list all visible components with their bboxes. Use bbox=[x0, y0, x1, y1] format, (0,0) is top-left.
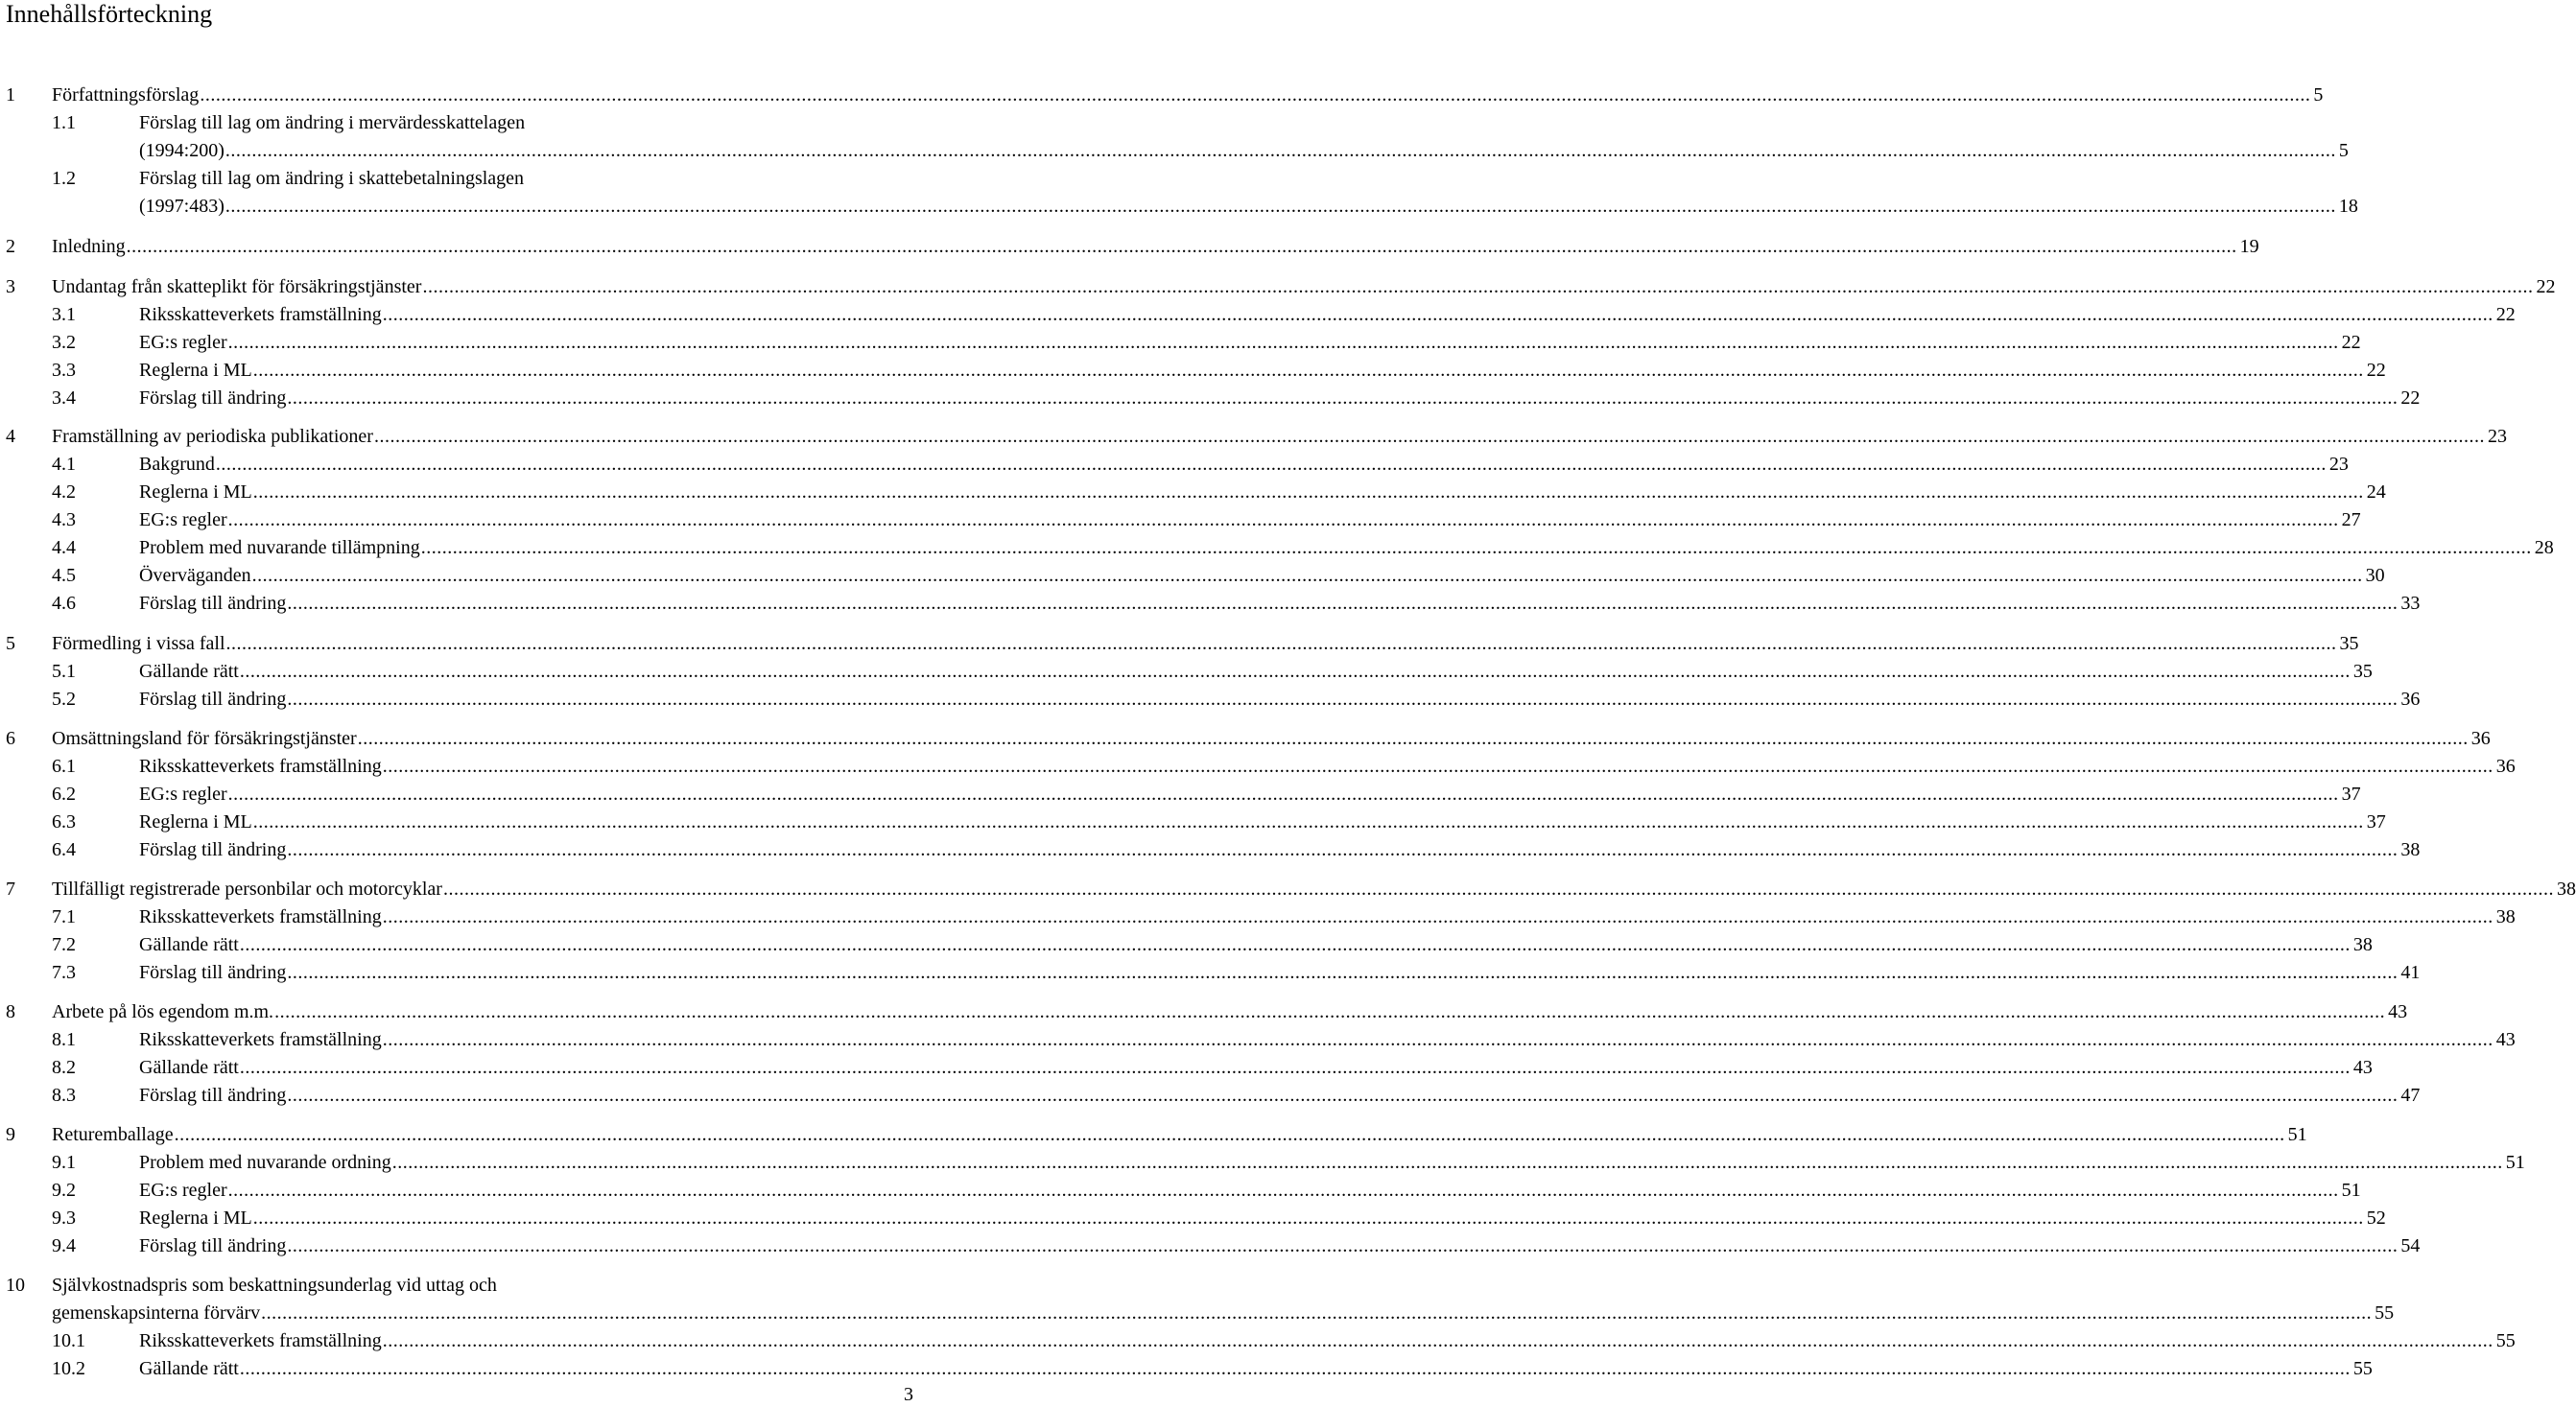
toc-entry-number: 7 bbox=[6, 879, 15, 900]
toc-entry[interactable] bbox=[139, 1150, 2525, 1175]
toc-entry[interactable] bbox=[139, 194, 2358, 219]
toc-entry-number: 9.2 bbox=[52, 1180, 76, 1201]
toc-entry-page: 33 bbox=[2400, 593, 2421, 614]
toc-entry[interactable] bbox=[52, 424, 2507, 449]
toc-entry-page: 18 bbox=[2338, 196, 2358, 217]
toc-entry-title: Problem med nuvarande tillämpning bbox=[139, 537, 420, 558]
toc-entry[interactable] bbox=[139, 1027, 2516, 1052]
toc-entry-number: 10.1 bbox=[52, 1330, 85, 1351]
toc-entry[interactable] bbox=[139, 591, 2421, 616]
dot-leader: ................................................................................................................................................................................................................................................................................................................................................................................................................ bbox=[239, 1057, 2351, 1078]
dot-leader: ................................................................................................................................................................................................................................................................................................................................................................................................................ bbox=[287, 593, 2399, 614]
toc-entry[interactable] bbox=[52, 234, 2259, 259]
dot-leader: ................................................................................................................................................................................................................................................................................................................................................................................................................ bbox=[239, 1358, 2351, 1379]
page-title: Innehållsförteckning bbox=[6, 0, 213, 28]
toc-entry-number: 5 bbox=[6, 633, 15, 654]
toc-entry-number: 4.3 bbox=[52, 509, 76, 530]
dot-leader: ................................................................................................................................................................................................................................................................................................................................................................................................................ bbox=[287, 962, 2399, 983]
toc-entry-title: Förslag till ändring bbox=[139, 1235, 287, 1256]
toc-entry-page: 37 bbox=[2366, 811, 2386, 832]
toc-entry-title: Riksskatteverkets framställning bbox=[139, 1330, 382, 1351]
dot-leader: ................................................................................................................................................................................................................................................................................................................................................................................................................ bbox=[225, 633, 2337, 654]
toc-entry[interactable] bbox=[139, 1178, 2361, 1203]
dot-leader: ................................................................................................................................................................................................................................................................................................................................................................................................................ bbox=[252, 811, 2364, 832]
toc-entry-title: Reglerna i ML bbox=[139, 811, 252, 832]
toc-entry-page: 43 bbox=[2352, 1057, 2373, 1078]
toc-entry[interactable] bbox=[139, 1233, 2421, 1258]
toc-entry-title: Förslag till ändring bbox=[139, 689, 287, 710]
dot-leader: ................................................................................................................................................................................................................................................................................................................................................................................................................ bbox=[382, 1029, 2493, 1050]
toc-entry-title: Förslag till ändring bbox=[139, 839, 287, 860]
toc-entry-page: 30 bbox=[2365, 565, 2385, 586]
toc-entry-page: 55 bbox=[2375, 1302, 2395, 1324]
toc-entry[interactable] bbox=[139, 754, 2516, 779]
toc-entry-title: Förslag till ändring bbox=[139, 593, 287, 614]
toc-entry-number: 9.4 bbox=[52, 1235, 76, 1256]
dot-leader: ................................................................................................................................................................................................................................................................................................................................................................................................................ bbox=[274, 1001, 2386, 1022]
toc-entry-number: 4.6 bbox=[52, 593, 76, 614]
toc-entry[interactable] bbox=[139, 358, 2386, 383]
toc-entry[interactable] bbox=[52, 877, 2576, 902]
toc-entry-number: 6.3 bbox=[52, 811, 76, 832]
dot-leader: ................................................................................................................................................................................................................................................................................................................................................................................................................ bbox=[239, 934, 2351, 955]
toc-entry[interactable] bbox=[139, 480, 2386, 504]
toc-entry[interactable] bbox=[139, 507, 2361, 532]
toc-entry-title: Undantag från skatteplikt för försäkringstjänster bbox=[52, 276, 422, 297]
toc-entry-title: EG:s regler bbox=[139, 784, 227, 805]
toc-entry-page: 38 bbox=[2352, 934, 2373, 955]
toc-entry[interactable] bbox=[139, 452, 2349, 477]
toc-entry-number: 1.2 bbox=[52, 168, 76, 189]
toc-entry-page: 22 bbox=[2366, 360, 2386, 381]
toc-entry-number: 6.2 bbox=[52, 784, 76, 805]
toc-entry-page: 22 bbox=[2341, 332, 2361, 353]
toc-entry-page: 23 bbox=[2487, 426, 2507, 447]
dot-leader: ................................................................................................................................................................................................................................................................................................................................................................................................................ bbox=[252, 481, 2364, 503]
toc-entry-number: 3.2 bbox=[52, 332, 76, 353]
toc-entry-number: 1 bbox=[6, 84, 15, 106]
toc-entry-page: 55 bbox=[2495, 1330, 2516, 1351]
toc-entry-title: (1997:483) bbox=[139, 196, 225, 217]
dot-leader: ................................................................................................................................................................................................................................................................................................................................................................................................................ bbox=[239, 661, 2351, 682]
toc-entry[interactable] bbox=[52, 631, 2359, 656]
toc-entry[interactable] bbox=[139, 687, 2421, 712]
dot-leader: ................................................................................................................................................................................................................................................................................................................................................................................................................ bbox=[252, 1208, 2364, 1229]
toc-entry-number: 2 bbox=[6, 236, 15, 257]
page-number: 3 bbox=[904, 1384, 913, 1405]
toc-entry-title: EG:s regler bbox=[139, 332, 227, 353]
toc-entry-page: 36 bbox=[2400, 689, 2421, 710]
toc-entry-page: 47 bbox=[2400, 1085, 2421, 1106]
dot-leader: ................................................................................................................................................................................................................................................................................................................................................................................................................ bbox=[442, 879, 2554, 900]
dot-leader: ................................................................................................................................................................................................................................................................................................................................................................................................................ bbox=[287, 689, 2399, 710]
dot-leader: ................................................................................................................................................................................................................................................................................................................................................................................................................ bbox=[126, 236, 2237, 257]
toc-entry[interactable] bbox=[139, 932, 2373, 957]
toc-entry-page: 43 bbox=[2388, 1001, 2408, 1022]
toc-entry[interactable] bbox=[139, 302, 2516, 327]
toc-entry-page: 35 bbox=[2352, 661, 2373, 682]
toc-entry[interactable] bbox=[139, 904, 2516, 929]
toc-entry-page: 38 bbox=[2495, 906, 2516, 927]
toc-entry-number: 1.1 bbox=[52, 112, 76, 133]
toc-entry-title: Gällande rätt bbox=[139, 661, 239, 682]
toc-entry-number: 7.3 bbox=[52, 962, 76, 983]
dot-leader: ................................................................................................................................................................................................................................................................................................................................................................................................................ bbox=[287, 387, 2399, 409]
toc-entry-number: 8.2 bbox=[52, 1057, 76, 1078]
toc-entry-title: Förslag till ändring bbox=[139, 387, 287, 409]
toc-entry-title: Gällande rätt bbox=[139, 1057, 239, 1078]
dot-leader: ................................................................................................................................................................................................................................................................................................................................................................................................................ bbox=[261, 1302, 2373, 1324]
toc-entry-page: 22 bbox=[2400, 387, 2421, 409]
toc-entry-title: Returemballage bbox=[52, 1124, 174, 1145]
dot-leader: ................................................................................................................................................................................................................................................................................................................................................................................................................ bbox=[357, 728, 2469, 749]
dot-leader: ................................................................................................................................................................................................................................................................................................................................................................................................................ bbox=[382, 906, 2493, 927]
dot-leader: ................................................................................................................................................................................................................................................................................................................................................................................................................ bbox=[200, 84, 2311, 106]
toc-entry[interactable] bbox=[52, 82, 2324, 107]
toc-entry[interactable] bbox=[139, 1206, 2386, 1231]
toc-entry-number: 5.2 bbox=[52, 689, 76, 710]
dot-leader: ................................................................................................................................................................................................................................................................................................................................................................................................................ bbox=[382, 304, 2493, 325]
toc-entry[interactable] bbox=[139, 659, 2373, 684]
toc-entry-page: 51 bbox=[2341, 1180, 2361, 1201]
toc-entry-number: 4.5 bbox=[52, 565, 76, 586]
toc-entry-number: 8.3 bbox=[52, 1085, 76, 1106]
toc-entry[interactable] bbox=[139, 1083, 2421, 1108]
dot-leader: ................................................................................................................................................................................................................................................................................................................................................................................................................ bbox=[382, 1330, 2493, 1351]
dot-leader: ................................................................................................................................................................................................................................................................................................................................................................................................................ bbox=[251, 565, 2363, 586]
toc-entry-page: 36 bbox=[2495, 756, 2516, 777]
toc-entry-title: Riksskatteverkets framställning bbox=[139, 1029, 382, 1050]
dot-leader: ................................................................................................................................................................................................................................................................................................................................................................................................................ bbox=[227, 509, 2339, 530]
toc-entry-title: Arbete på lös egendom m.m. bbox=[52, 1001, 274, 1022]
toc-entry-page: 22 bbox=[2536, 276, 2556, 297]
toc-entry-page: 35 bbox=[2339, 633, 2359, 654]
toc-entry[interactable] bbox=[139, 535, 2554, 560]
toc-entry-title: Förmedling i vissa fall bbox=[52, 633, 225, 654]
toc-entry-number: 3.1 bbox=[52, 304, 76, 325]
toc-entry-page: 43 bbox=[2495, 1029, 2516, 1050]
toc-entry-number: 8.1 bbox=[52, 1029, 76, 1050]
toc-entry-title: Reglerna i ML bbox=[139, 360, 252, 381]
toc-entry-page: 28 bbox=[2534, 537, 2554, 558]
dot-leader: ................................................................................................................................................................................................................................................................................................................................................................................................................ bbox=[174, 1124, 2285, 1145]
toc-entry-page: 22 bbox=[2495, 304, 2516, 325]
toc-entry-title[interactable]: Självkostnadspris som beskattningsunderlag vid uttag och bbox=[52, 1275, 497, 1296]
dot-leader: ................................................................................................................................................................................................................................................................................................................................................................................................................ bbox=[420, 537, 2532, 558]
toc-entry-page: 19 bbox=[2239, 236, 2259, 257]
dot-leader: ................................................................................................................................................................................................................................................................................................................................................................................................................ bbox=[227, 1180, 2339, 1201]
toc-entry[interactable] bbox=[52, 274, 2556, 299]
toc-entry-number: 3.4 bbox=[52, 387, 76, 409]
toc-entry-number: 9.3 bbox=[52, 1208, 76, 1229]
toc-entry-title: Gällande rätt bbox=[139, 934, 239, 955]
dot-leader: ................................................................................................................................................................................................................................................................................................................................................................................................................ bbox=[215, 454, 2327, 475]
toc-entry-title: Överväganden bbox=[139, 565, 251, 586]
toc-entry-page: 38 bbox=[2556, 879, 2576, 900]
toc-entry-number: 6.1 bbox=[52, 756, 76, 777]
toc-entry[interactable] bbox=[139, 138, 2349, 163]
toc-entry-number: 6.4 bbox=[52, 839, 76, 860]
toc-entry-number: 10 bbox=[6, 1275, 25, 1296]
toc-entry-title: Inledning bbox=[52, 236, 126, 257]
dot-leader: ................................................................................................................................................................................................................................................................................................................................................................................................................ bbox=[287, 1085, 2399, 1106]
toc-entry-page: 41 bbox=[2400, 962, 2421, 983]
toc-entry-title: gemenskapsinterna förvärv bbox=[52, 1302, 261, 1324]
toc-entry-number: 4.4 bbox=[52, 537, 76, 558]
toc-entry-title: Författningsförslag bbox=[52, 84, 200, 106]
toc-entry[interactable] bbox=[139, 960, 2421, 985]
toc-entry-title: Reglerna i ML bbox=[139, 1208, 252, 1229]
dot-leader: ................................................................................................................................................................................................................................................................................................................................................................................................................ bbox=[373, 426, 2485, 447]
toc-entry[interactable] bbox=[52, 1301, 2395, 1325]
toc-entry-number: 3.3 bbox=[52, 360, 76, 381]
toc-entry[interactable] bbox=[139, 782, 2361, 807]
toc-entry[interactable] bbox=[139, 809, 2386, 834]
toc-entry-number: 6 bbox=[6, 728, 15, 749]
toc-entry-title: Riksskatteverkets framställning bbox=[139, 756, 382, 777]
toc-entry-page: 37 bbox=[2341, 784, 2361, 805]
dot-leader: ................................................................................................................................................................................................................................................................................................................................................................................................................ bbox=[225, 196, 2336, 217]
toc-entry-page: 27 bbox=[2341, 509, 2361, 530]
toc-entry-title: Tillfälligt registrerade personbilar och motorcyklar bbox=[52, 879, 442, 900]
dot-leader: ................................................................................................................................................................................................................................................................................................................................................................................................................ bbox=[225, 140, 2336, 161]
toc-entry-page: 54 bbox=[2400, 1235, 2421, 1256]
dot-leader: ................................................................................................................................................................................................................................................................................................................................................................................................................ bbox=[252, 360, 2364, 381]
toc-entry[interactable] bbox=[139, 330, 2361, 355]
toc-entry-number: 7.2 bbox=[52, 934, 76, 955]
toc-entry-page: 38 bbox=[2400, 839, 2421, 860]
toc-entry-title: Reglerna i ML bbox=[139, 481, 252, 503]
toc-entry-title: Problem med nuvarande ordning bbox=[139, 1152, 391, 1173]
toc-entry-number: 4.1 bbox=[52, 454, 76, 475]
toc-entry-number: 8 bbox=[6, 1001, 15, 1022]
toc-entry-number: 7.1 bbox=[52, 906, 76, 927]
dot-leader: ................................................................................................................................................................................................................................................................................................................................................................................................................ bbox=[382, 756, 2493, 777]
toc-entry-title: EG:s regler bbox=[139, 1180, 227, 1201]
toc-entry-title: Förslag till ändring bbox=[139, 1085, 287, 1106]
dot-leader: ................................................................................................................................................................................................................................................................................................................................................................................................................ bbox=[391, 1152, 2503, 1173]
dot-leader: ................................................................................................................................................................................................................................................................................................................................................................................................................ bbox=[227, 332, 2339, 353]
dot-leader: ................................................................................................................................................................................................................................................................................................................................................................................................................ bbox=[287, 1235, 2399, 1256]
toc-entry[interactable] bbox=[52, 1122, 2307, 1147]
toc-entry-number: 9 bbox=[6, 1124, 15, 1145]
dot-leader: ................................................................................................................................................................................................................................................................................................................................................................................................................ bbox=[422, 276, 2534, 297]
toc-entry-title: Riksskatteverkets framställning bbox=[139, 906, 382, 927]
toc-entry-page: 24 bbox=[2366, 481, 2386, 503]
toc-entry-page: 23 bbox=[2328, 454, 2349, 475]
dot-leader: ................................................................................................................................................................................................................................................................................................................................................................................................................ bbox=[287, 839, 2399, 860]
toc-entry[interactable] bbox=[52, 726, 2491, 751]
toc-entry[interactable] bbox=[139, 837, 2421, 862]
toc-entry[interactable] bbox=[139, 1055, 2373, 1080]
toc-entry-number: 4.2 bbox=[52, 481, 76, 503]
toc-entry[interactable] bbox=[52, 999, 2408, 1024]
toc-entry-number: 10.2 bbox=[52, 1358, 85, 1379]
toc-entry-page: 51 bbox=[2287, 1124, 2307, 1145]
toc-entry-title: Förslag till ändring bbox=[139, 962, 287, 983]
toc-entry[interactable] bbox=[139, 1328, 2516, 1353]
toc-entry-title[interactable]: Förslag till lag om ändring i skattebetalningslagen bbox=[139, 168, 525, 189]
toc-entry-title: Framställning av periodiska publikationer bbox=[52, 426, 373, 447]
toc-entry-title: EG:s regler bbox=[139, 509, 227, 530]
toc-entry[interactable] bbox=[139, 1356, 2373, 1381]
toc-entry-number: 3 bbox=[6, 276, 15, 297]
toc-entry-page: 5 bbox=[2338, 140, 2349, 161]
dot-leader: ................................................................................................................................................................................................................................................................................................................................................................................................................ bbox=[227, 784, 2339, 805]
toc-entry[interactable] bbox=[139, 563, 2385, 588]
toc-entry[interactable] bbox=[139, 386, 2421, 410]
toc-entry-title: Gällande rätt bbox=[139, 1358, 239, 1379]
toc-entry-number: 5.1 bbox=[52, 661, 76, 682]
toc-entry-title: Omsättningsland för försäkringstjänster bbox=[52, 728, 357, 749]
toc-entry-page: 52 bbox=[2366, 1208, 2386, 1229]
toc-entry-title: (1994:200) bbox=[139, 140, 225, 161]
toc-entry-number: 4 bbox=[6, 426, 15, 447]
toc-entry-title[interactable]: Förslag till lag om ändring i mervärdesskattelagen bbox=[139, 112, 526, 133]
toc-entry-page: 5 bbox=[2313, 84, 2324, 106]
toc-entry-page: 55 bbox=[2352, 1358, 2373, 1379]
toc-entry-number: 9.1 bbox=[52, 1152, 76, 1173]
toc-entry-title: Riksskatteverkets framställning bbox=[139, 304, 382, 325]
toc-entry-page: 36 bbox=[2470, 728, 2491, 749]
toc-entry-page: 51 bbox=[2505, 1152, 2525, 1173]
toc-entry-title: Bakgrund bbox=[139, 454, 215, 475]
